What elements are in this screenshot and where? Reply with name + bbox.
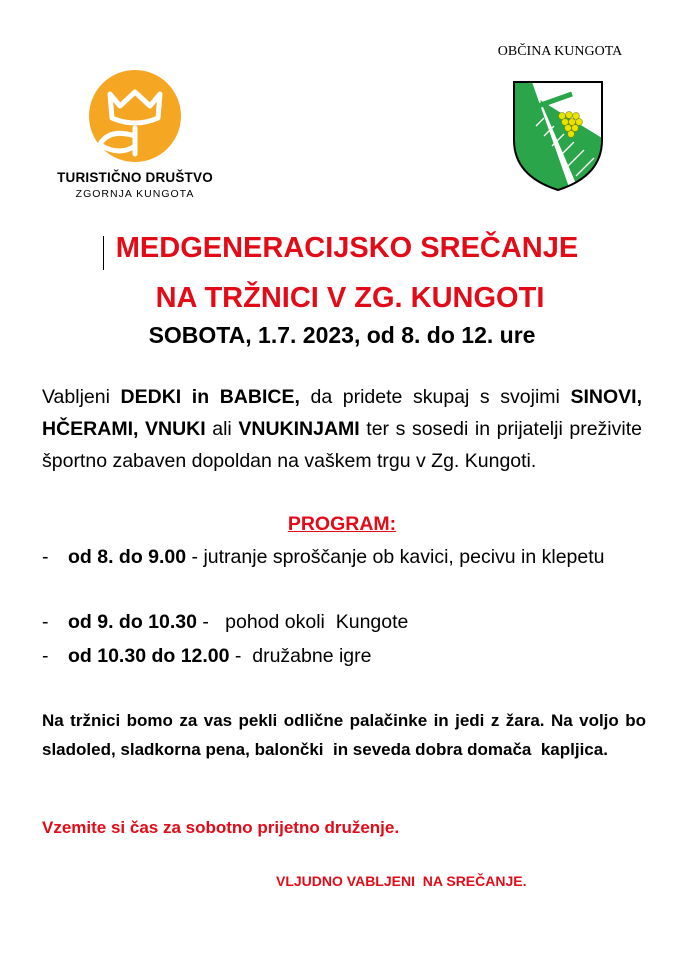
event-date: SOBOTA, 1.7. 2023, od 8. do 12. ure — [148, 322, 536, 348]
municipality-name: OBČINA KUNGOTA — [497, 44, 623, 59]
flower-logo-icon — [40, 66, 230, 206]
intro-text: da pridete skupaj s svojimi — [299, 386, 571, 408]
intro-text: ali — [205, 418, 239, 440]
list-dash: - — [42, 611, 49, 633]
program-activity: - pohod okoli Kungote — [196, 611, 409, 633]
invite-line: Vzemite si čas za sobotno prijetno druženje. — [42, 818, 400, 837]
list-dash: - — [42, 546, 49, 568]
intro-text: ter s sosedi in prijatelji preživite športno zabaven dopoldan na vaškem trgu v Zg. Kungoti. — [42, 418, 642, 472]
program-item — [42, 641, 652, 671]
refreshments-note: Na tržnici bomo za vas pekli odlične palačinke in jedi z žara. Na voljo bo sladoled, sladkorna pena, balončki in seveda dobra domača kapljica. — [42, 711, 651, 759]
greeting-line: VLJUDNO VABLJENI NA SREČANJE. — [276, 873, 527, 889]
program-time: od 10.30 do 12.00 — [68, 645, 230, 667]
program-activity: - družabne igre — [229, 645, 372, 667]
intro-text: Vabljeni — [42, 386, 121, 408]
society-subtitle: ZGORNJA KUNGOTA — [75, 188, 195, 200]
society-name: TURISTIČNO DRUŠTVO — [57, 170, 213, 185]
intro-bold-grandparents: DEDKI in BABICE, — [120, 386, 300, 408]
intro-paragraph — [42, 381, 642, 477]
program-heading: PROGRAM: — [287, 513, 397, 535]
program-time: od 9. do 10.30 — [68, 611, 197, 633]
program-activity: - jutranje sproščanje ob kavici, pecivu in klepetu — [186, 546, 605, 568]
intro-bold-granddaughters: VNUKINJAMI — [238, 418, 360, 440]
program-time: od 8. do 9.00 — [68, 546, 187, 568]
intro-bold-family: SINOVI, HČERAMI, VNUKI — [42, 386, 642, 440]
program-item — [42, 607, 652, 637]
event-title-line2: NA TRŽNICI V ZG. KUNGOTI — [155, 282, 545, 314]
program-item — [42, 542, 652, 602]
grape-shield-crest-icon — [510, 78, 606, 193]
event-title-line1: MEDGENERACIJSKO SREČANJE — [115, 232, 579, 264]
list-dash: - — [42, 645, 49, 667]
